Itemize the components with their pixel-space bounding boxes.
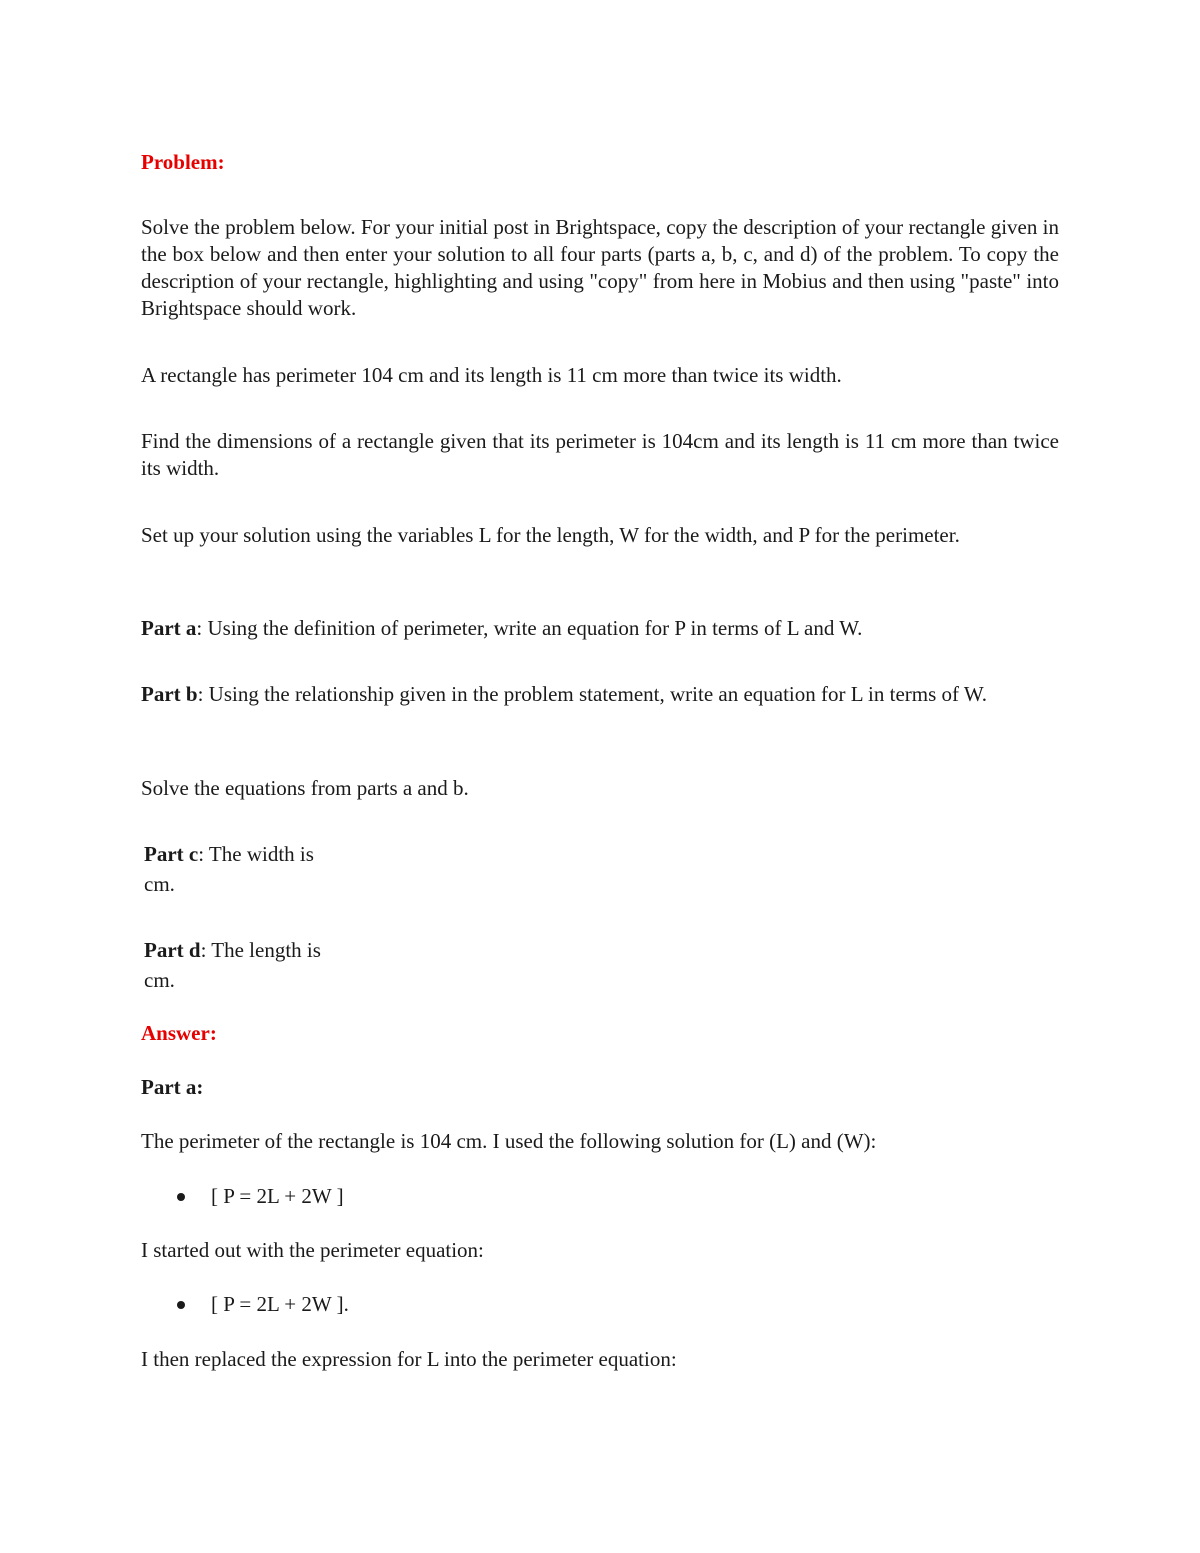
problem-intro: Solve the problem below. For your initial post in Brightspace, copy the description of your rectangle given in the box below and then enter your solution to all four parts (parts a, b, c, and d) of the problem. To copy the description of your rectangle, highlighting and using "copy" from here in Mobius and then using "paste" into Brightspace should work. xyxy=(141,215,1059,320)
equation-1: [ P = 2L + 2W ] xyxy=(211,1184,344,1208)
part-a-text: : Using the definition of perimeter, write an equation for P in terms of L and W. xyxy=(196,616,863,640)
equation-2: [ P = 2L + 2W ]. xyxy=(211,1292,349,1316)
part-b-prompt xyxy=(141,681,1059,708)
setup-text: Set up your solution using the variables L for the length, W for the width, and P for the perimeter. xyxy=(141,523,960,547)
rectangle-description: A rectangle has perimeter 104 cm and its length is 11 cm more than twice its width. xyxy=(141,363,842,387)
replaced-text: I then replaced the expression for L into the perimeter equation: xyxy=(141,1347,677,1371)
solve-text: Solve the equations from parts a and b. xyxy=(141,776,469,800)
answer-heading: Answer: xyxy=(141,1021,217,1045)
problem-heading: Problem: xyxy=(141,150,225,174)
part-a-label: Part a xyxy=(141,616,197,640)
part-d-label: Part d xyxy=(144,938,201,962)
part-c-label: Part c xyxy=(144,842,199,866)
bullet-icon xyxy=(177,1301,185,1309)
part-c-unit: cm. xyxy=(144,872,175,896)
part-d-prompt xyxy=(144,935,1062,995)
part-b-text: : Using the relationship given in the problem statement, write an equation for L in terms of W. xyxy=(197,682,988,706)
answer-part-a-heading: Part a: xyxy=(141,1075,204,1099)
part-c-prompt xyxy=(144,839,1062,899)
started-text: I started out with the perimeter equation: xyxy=(141,1238,484,1262)
find-dimensions-text: Find the dimensions of a rectangle given that its perimeter is 104cm and its length is 11 cm more than twice its width. xyxy=(141,429,1059,480)
part-d-text: : The length is xyxy=(200,938,321,962)
part-d-unit: cm. xyxy=(144,968,175,992)
part-b-label: Part b xyxy=(141,682,198,706)
perimeter-text: The perimeter of the rectangle is 104 cm. I used the following solution for (L) and (W): xyxy=(141,1129,877,1153)
bullet-icon xyxy=(177,1193,185,1201)
part-c-text: : The width is xyxy=(198,842,314,866)
part-a-prompt xyxy=(141,615,1059,642)
